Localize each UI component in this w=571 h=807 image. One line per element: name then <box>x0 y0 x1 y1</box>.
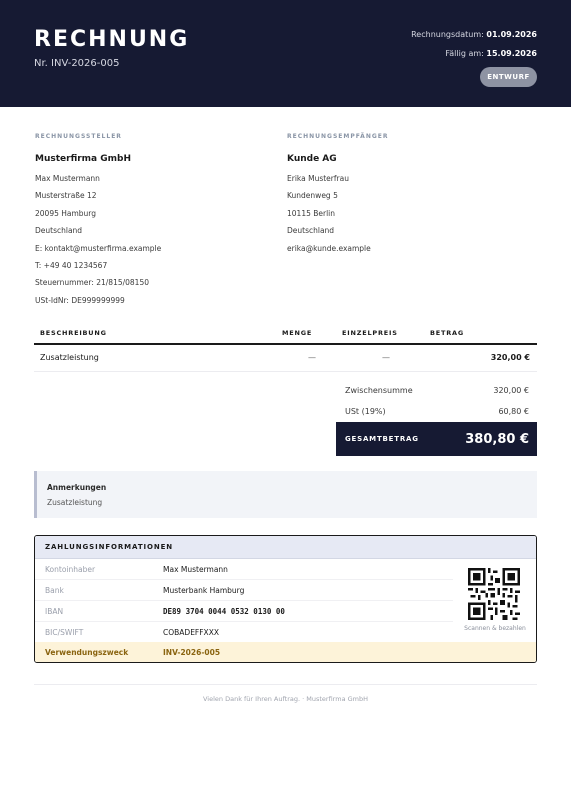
sender-email: E: kontakt@musterfirma.example <box>35 243 162 253</box>
bank-value: Musterbank Hamburg <box>163 585 245 595</box>
qr-caption: Scannen & bezahlen <box>464 625 526 632</box>
iban-row <box>35 601 453 622</box>
payment-qr-code-icon[interactable] <box>468 568 520 620</box>
line-items-table <box>34 323 537 372</box>
grand-total-label: GESAMTBETRAG <box>345 435 419 443</box>
bic-row <box>35 622 453 643</box>
sender-vat-id: USt-IdNr: DE999999999 <box>35 295 125 305</box>
column-header-amount: BETRAG <box>430 323 537 344</box>
item-amount: 320,00 € <box>430 344 537 371</box>
invoice-date-value: 01.09.2026 <box>486 30 537 39</box>
invoice-date <box>411 30 537 39</box>
item-unit-price: — <box>342 344 430 371</box>
recipient-company: Kunde AG <box>287 154 337 164</box>
invoice-header <box>0 0 571 107</box>
sender-line: 20095 Hamburg <box>35 208 97 218</box>
tax-label: USt (19%) <box>345 407 386 416</box>
account-holder-value: Max Mustermann <box>163 564 228 574</box>
bank-label: Bank <box>45 585 64 595</box>
recipient-line: 10115 Berlin <box>287 208 336 218</box>
grand-total-value: 380,80 € <box>465 431 529 447</box>
invoice-date-label: Rechnungsdatum: <box>411 30 484 39</box>
totals-block <box>336 380 537 456</box>
subtotal-row <box>336 380 537 401</box>
sender-line: Musterstraße 12 <box>35 191 97 201</box>
invoice-number: Nr. INV-2026-005 <box>34 58 120 69</box>
table-row <box>34 344 537 371</box>
sender-tax-number: Steuernummer: 21/815/08150 <box>35 278 150 288</box>
recipient-label: RECHNUNGSEMPFÄNGER <box>287 133 389 140</box>
iban-label: IBAN <box>45 606 64 616</box>
table-header-row <box>34 323 537 344</box>
sender-company: Musterfirma GmbH <box>35 154 131 164</box>
recipient-line: Deutschland <box>287 226 335 236</box>
bic-value: COBADEFFXXX <box>163 627 219 637</box>
recipient-email: erika@kunde.example <box>287 243 371 253</box>
recipient-block <box>287 133 507 257</box>
recipient-line: Erika Musterfrau <box>287 174 349 183</box>
sender-line: Deutschland <box>35 226 83 236</box>
column-header-description: BESCHREIBUNG <box>34 323 282 344</box>
recipient-line: Kundenweg 5 <box>287 191 338 201</box>
tax-value: 60,80 € <box>498 407 529 416</box>
due-date-value: 15.09.2026 <box>486 49 537 58</box>
sender-label: RECHNUNGSSTELLER <box>35 133 122 140</box>
bic-label: BIC/SWIFT <box>45 627 84 637</box>
notes-text: Zusatzleistung <box>47 498 103 507</box>
notes-heading: Anmerkungen <box>47 483 107 492</box>
column-header-unit-price: EINZELPREIS <box>342 323 430 344</box>
subtotal-value: 320,00 € <box>493 386 529 395</box>
item-description: Zusatzleistung <box>34 344 282 371</box>
payment-reference-row <box>35 642 537 663</box>
invoice-title: RECHNUNG <box>34 27 190 52</box>
sender-phone: T: +49 40 1234567 <box>35 260 108 270</box>
payment-info-box <box>34 535 537 663</box>
payment-reference-label: Verwendungszweck <box>45 648 129 657</box>
account-holder-label: Kontoinhaber <box>45 564 96 574</box>
grand-total-row <box>336 422 537 456</box>
column-header-quantity: MENGE <box>282 323 342 344</box>
status-badge: ENTWURF <box>480 67 537 87</box>
subtotal-label: Zwischensumme <box>345 386 413 395</box>
due-date-label: Fällig am: <box>445 49 484 58</box>
account-holder-row <box>35 559 453 580</box>
tax-row <box>336 401 537 422</box>
due-date <box>445 49 537 58</box>
notes-box <box>34 471 537 518</box>
bank-row <box>35 580 453 601</box>
sender-line: Max Mustermann <box>35 174 100 183</box>
sender-block <box>35 133 255 309</box>
payment-reference-value: INV-2026-005 <box>163 648 221 657</box>
item-quantity: — <box>282 344 342 371</box>
footer-text: Vielen Dank für Ihren Auftrag. · Musterfirma GmbH <box>34 684 537 703</box>
payment-info-heading: ZAHLUNGSINFORMATIONEN <box>35 536 536 559</box>
iban-value[interactable]: DE89 3704 0044 0532 0130 00 <box>163 606 285 616</box>
